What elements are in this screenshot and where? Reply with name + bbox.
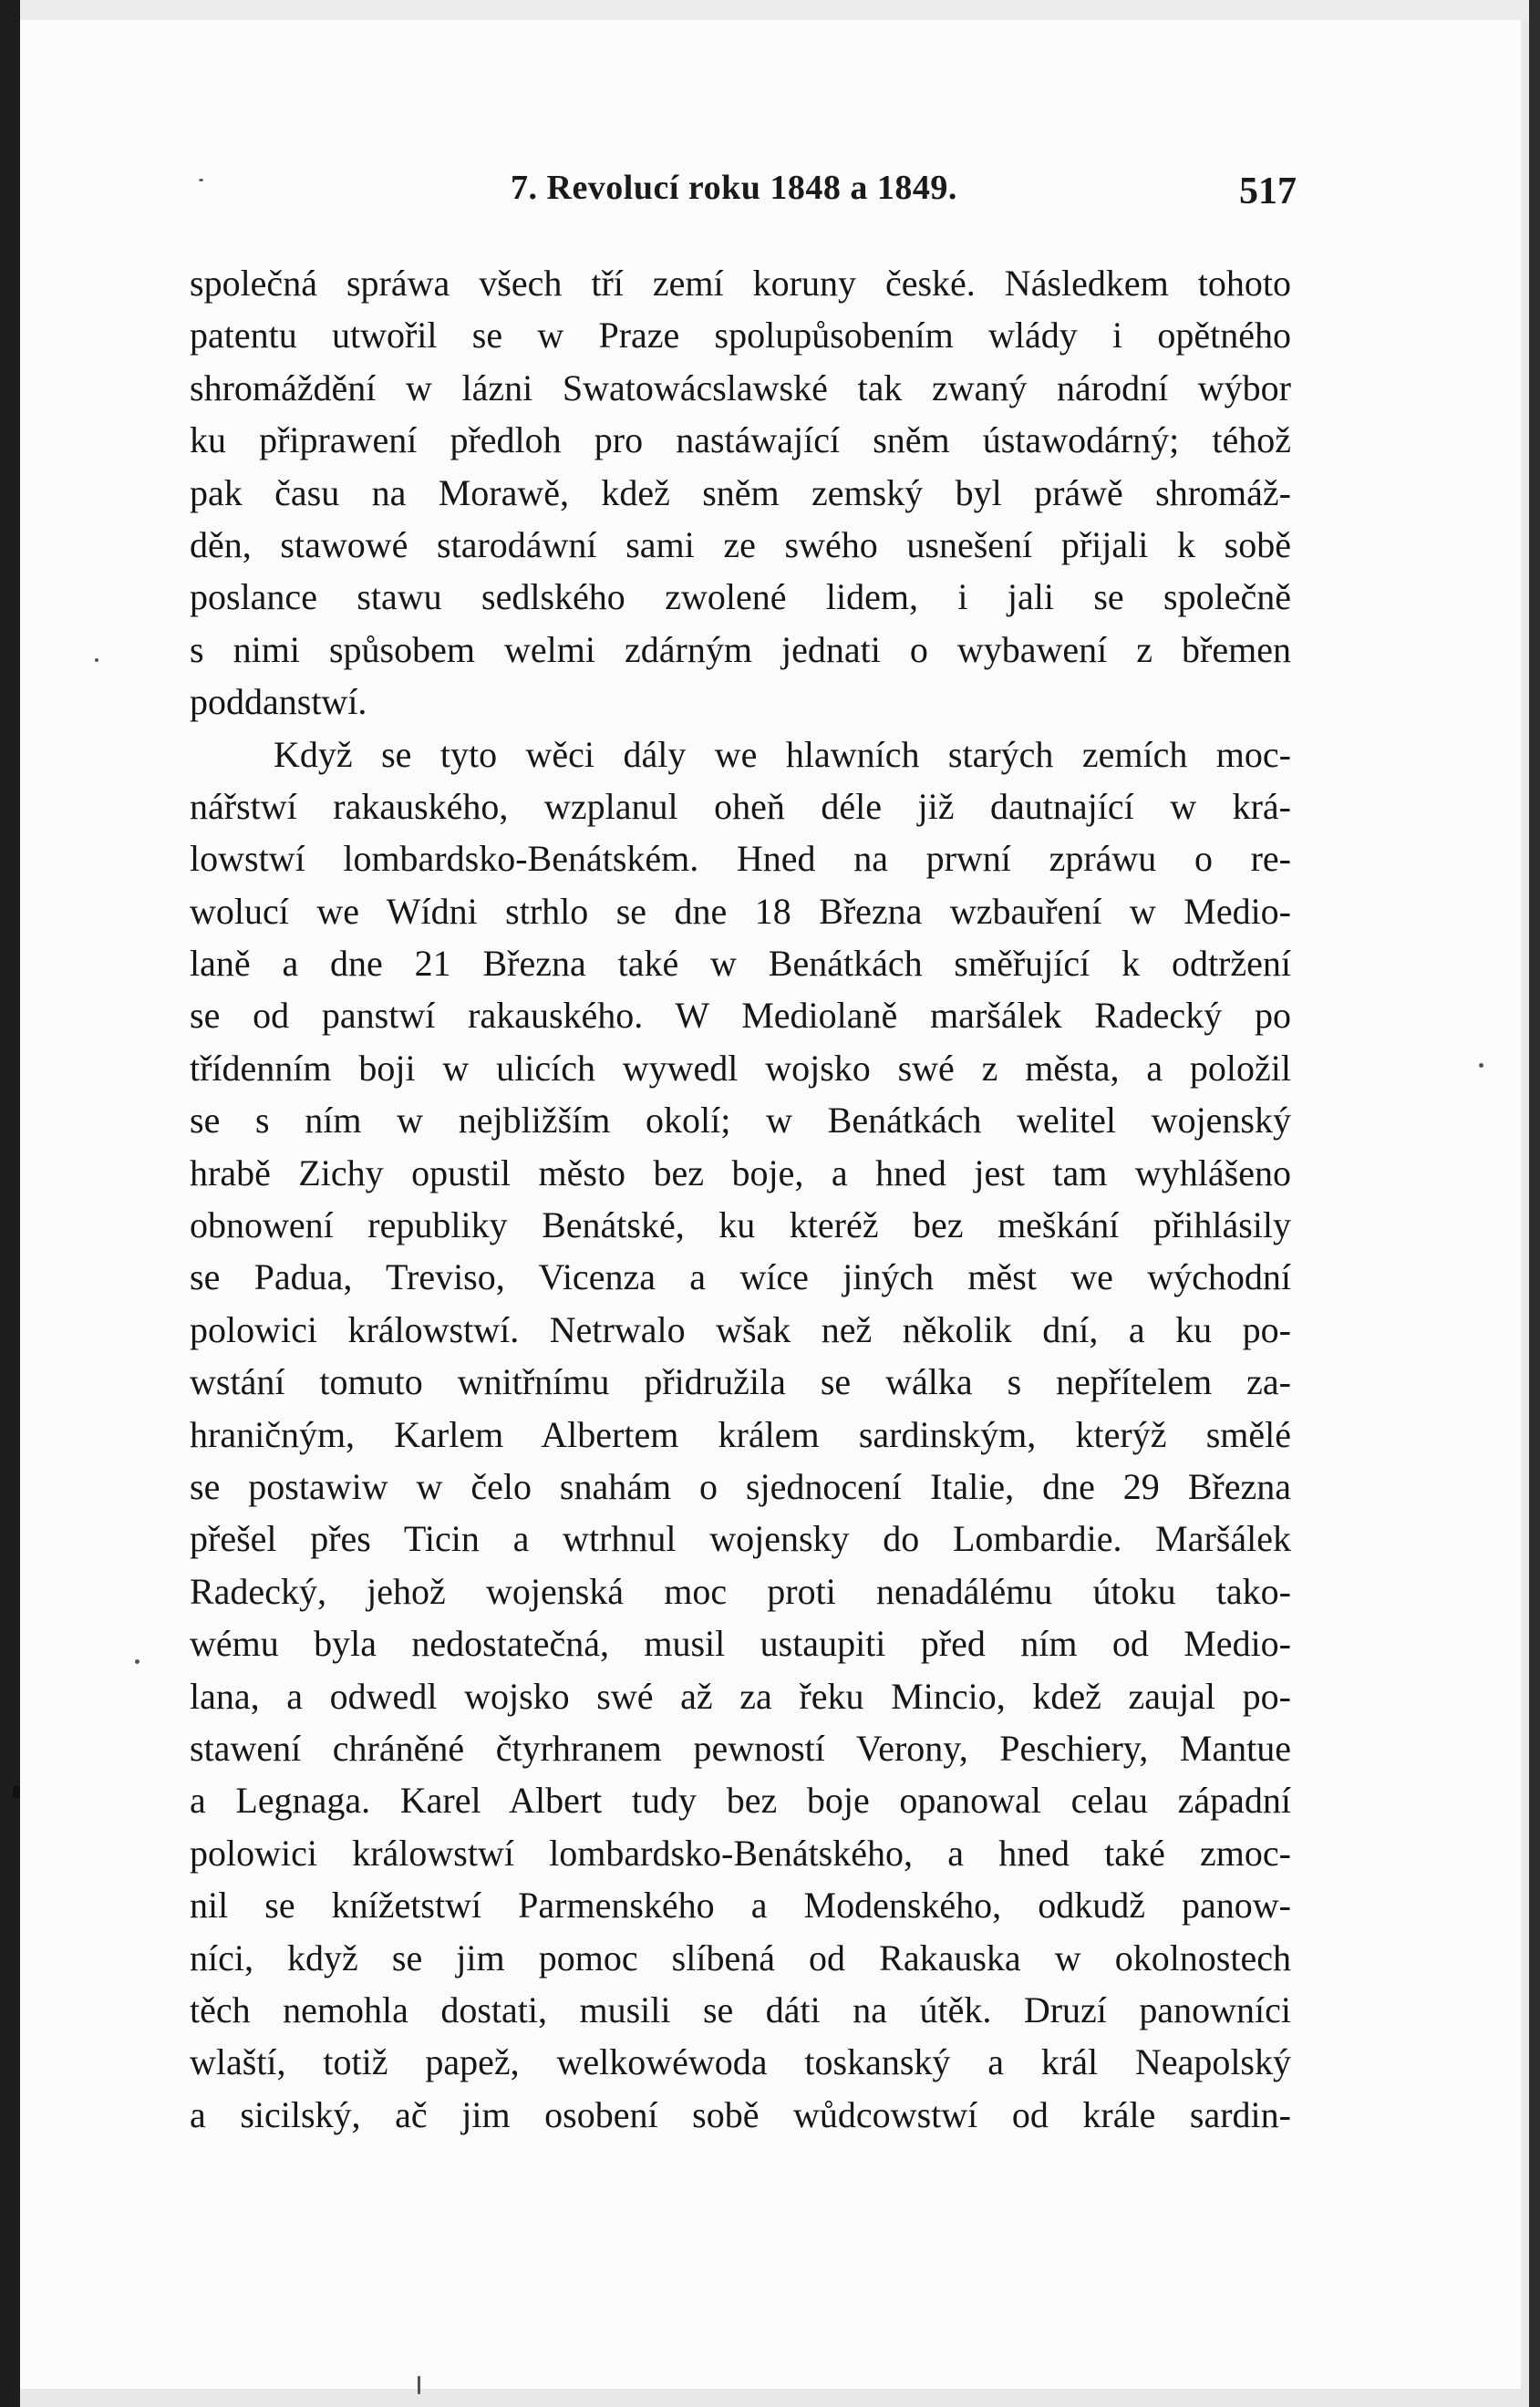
scan-speck xyxy=(199,179,203,181)
text-line: třídenním boji w ulicích wywedl wojsko swé z města, a položil xyxy=(190,1047,1291,1089)
text-line: wolucí we Wídni strhlo se dne 18 Března wzbauření w Medio- xyxy=(190,890,1291,932)
text-line: Když se tyto wěci dály we hlawních starých zemích moc- xyxy=(274,733,1291,775)
text-line: wlaští, totiž papež, welkowéwoda toskanský a král Neapolský xyxy=(190,2041,1291,2083)
text-line: se postawiw w čelo snahám o sjednocení Italie, dne 29 Března xyxy=(190,1465,1291,1507)
text-line: laně a dne 21 Března také w Benátkách směřující k odtržení xyxy=(190,943,1291,985)
text-line: děn, stawowé starodáwní sami ze swého usnešení přijali k sobě xyxy=(190,523,1291,565)
page-number: 517 xyxy=(1239,170,1297,212)
text-line: shromáždění w lázni Swatowácslawské tak zwaný národní wýbor xyxy=(190,367,1291,408)
text-line: se s ním w nejbližším okolí; w Benátkách welitel wojenský xyxy=(190,1100,1291,1142)
text-line: se Padua, Treviso, Vicenza a wíce jiných měst we wýchodní xyxy=(190,1256,1291,1298)
scan-speck xyxy=(13,1785,20,1798)
text-line: s nimi spůsobem welmi zdárným jednati o wybawení z břemen xyxy=(190,628,1291,670)
scan-left-border xyxy=(0,0,20,2407)
text-line: Radecký, jehož wojenská moc proti nenadálému útoku tako- xyxy=(190,1570,1291,1612)
text-line: níci, když se jim pomoc slíbená od Rakauska w okolnostech xyxy=(190,1937,1291,1978)
text-line: ku připrawení předloh pro nastáwající sněm ústawodárný; téhož xyxy=(190,419,1291,461)
text-line: poslance stawu sedlského zwolené lidem, i jali se společně xyxy=(190,576,1291,618)
paragraph xyxy=(190,257,1291,728)
scan-speck xyxy=(135,1659,140,1664)
text-line: lana, a odwedl wojsko swé až za řeku Mincio, kdež zaujal po- xyxy=(190,1675,1291,1717)
text-line: a sicilský, ač jim osobení sobě wůdcowstwí od krále sardin- xyxy=(190,2093,1291,2135)
chapter-running-title: 7. Revolucí roku 1848 a 1849. xyxy=(511,169,957,207)
text-line: stawení chráněné čtyrhranem pewností Verony, Peschiery, Mantue xyxy=(190,1727,1291,1769)
text-line: těch nemohla dostati, musili se dáti na útěk. Druzí panowníci xyxy=(190,1989,1291,2030)
scan-speck xyxy=(95,658,98,662)
text-line: hraničným, Karlem Albertem králem sardinským, kterýž smělé xyxy=(190,1413,1291,1455)
text-line: lowstwí lombardsko-Benátském. Hned na prwní zpráwu o re- xyxy=(190,838,1291,880)
text-line: pak času na Morawě, kdež sněm zemský byl práwě shromáž- xyxy=(190,471,1291,513)
text-line: společná spráwa všech tří zemí koruny české. Následkem tohoto xyxy=(190,263,1291,304)
text-line: a Legnaga. Karel Albert tudy bez boje opanowal celau západní xyxy=(190,1780,1291,1822)
text-line: se od panstwí rakauského. W Mediolaně maršálek Radecký po xyxy=(190,995,1291,1037)
text-line: patentu utwořil se w Praze spolupůsobením wlády i opětného xyxy=(190,315,1291,356)
body-text xyxy=(190,257,1291,2141)
text-line: polowici králowstwí lombardsko-Benátského, a hned také zmoc- xyxy=(190,1832,1291,1874)
text-line: wému byla nedostatečná, musil ustaupiti před ním od Medio- xyxy=(190,1623,1291,1665)
scan-speck xyxy=(1479,1063,1483,1068)
scan-right-border xyxy=(1529,0,1540,2407)
paragraph xyxy=(190,728,1291,2142)
text-line: přešel přes Ticin a wtrhnul wojensky do Lombardie. Maršálek xyxy=(190,1518,1291,1560)
text-line: obnowení republiky Benátské, ku kteréž bez meškání přihlásily xyxy=(190,1204,1291,1246)
text-line: nářstwí rakauského, wzplanul oheň déle již dautnající w krá- xyxy=(190,785,1291,827)
text-line: polowici králowstwí. Netrwalo wšak než několik dní, a ku po- xyxy=(190,1308,1291,1350)
text-line: wstání tomuto wnitřnímu přidružila se wálka s nepřítelem za- xyxy=(190,1361,1291,1403)
text-line: hrabě Zichy opustil město bez boje, a hned jest tam wyhlášeno xyxy=(190,1152,1291,1193)
scan-top-edge xyxy=(0,0,1540,20)
text-line: poddanstwí. xyxy=(190,681,367,723)
running-head xyxy=(191,164,1297,219)
text-line: nil se knížetstwí Parmenského a Modenského, odkudž panow- xyxy=(190,1885,1291,1927)
scan-speck xyxy=(418,2376,420,2394)
